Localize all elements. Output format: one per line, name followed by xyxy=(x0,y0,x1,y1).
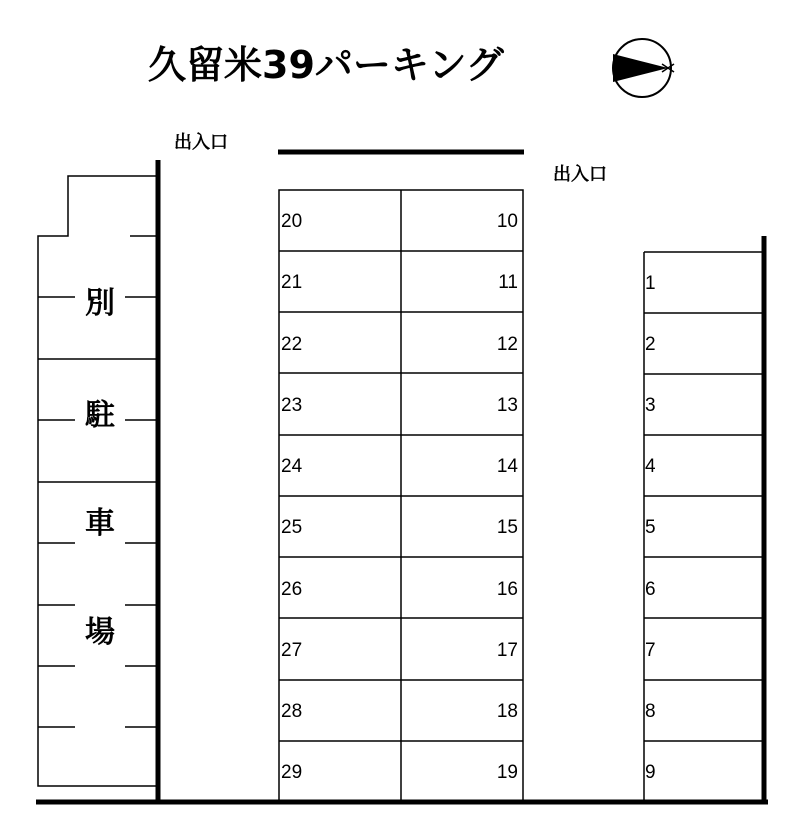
space-number: 28 xyxy=(281,701,303,722)
separate-lot-char: 駐 xyxy=(85,398,115,433)
space-number: 10 xyxy=(496,211,518,232)
space-number: 14 xyxy=(496,456,518,477)
space-number: 25 xyxy=(281,517,303,538)
space-number: 11 xyxy=(498,272,518,293)
space-number: 3 xyxy=(645,395,656,416)
space-number: 16 xyxy=(496,579,518,600)
space-number: 17 xyxy=(496,640,518,661)
space-number: 18 xyxy=(496,701,518,722)
separate-lot-char: 車 xyxy=(85,506,115,541)
page-title: 久留米39パーキング xyxy=(148,43,504,87)
separate-lot-char: 場 xyxy=(85,615,115,650)
space-number: 19 xyxy=(496,762,518,783)
space-number: 29 xyxy=(281,762,303,783)
right-block xyxy=(644,252,764,802)
north-arrow-icon xyxy=(613,39,674,97)
space-number: 5 xyxy=(645,517,656,538)
space-number: 26 xyxy=(281,579,303,600)
space-number: 15 xyxy=(496,517,518,538)
space-number: 27 xyxy=(281,640,303,661)
space-number: 2 xyxy=(645,334,656,355)
space-number: 22 xyxy=(281,334,303,355)
space-number: 23 xyxy=(281,395,303,416)
space-number: 8 xyxy=(645,701,656,722)
entrance-label-right: 出入口 xyxy=(553,164,607,185)
space-number: 6 xyxy=(645,579,656,600)
space-number: 7 xyxy=(645,640,656,661)
center-block xyxy=(279,190,523,802)
separate-lot-char: 別 xyxy=(85,286,115,321)
space-number: 13 xyxy=(496,395,518,416)
separate-lot xyxy=(38,176,158,786)
space-number: 20 xyxy=(281,211,303,232)
space-number: 9 xyxy=(645,762,656,783)
space-number: 1 xyxy=(645,273,656,294)
space-number: 24 xyxy=(281,456,303,477)
space-number: 4 xyxy=(645,456,656,477)
entrance-label-left: 出入口 xyxy=(174,132,228,153)
space-number: 12 xyxy=(496,334,518,355)
space-number: 21 xyxy=(281,272,303,293)
